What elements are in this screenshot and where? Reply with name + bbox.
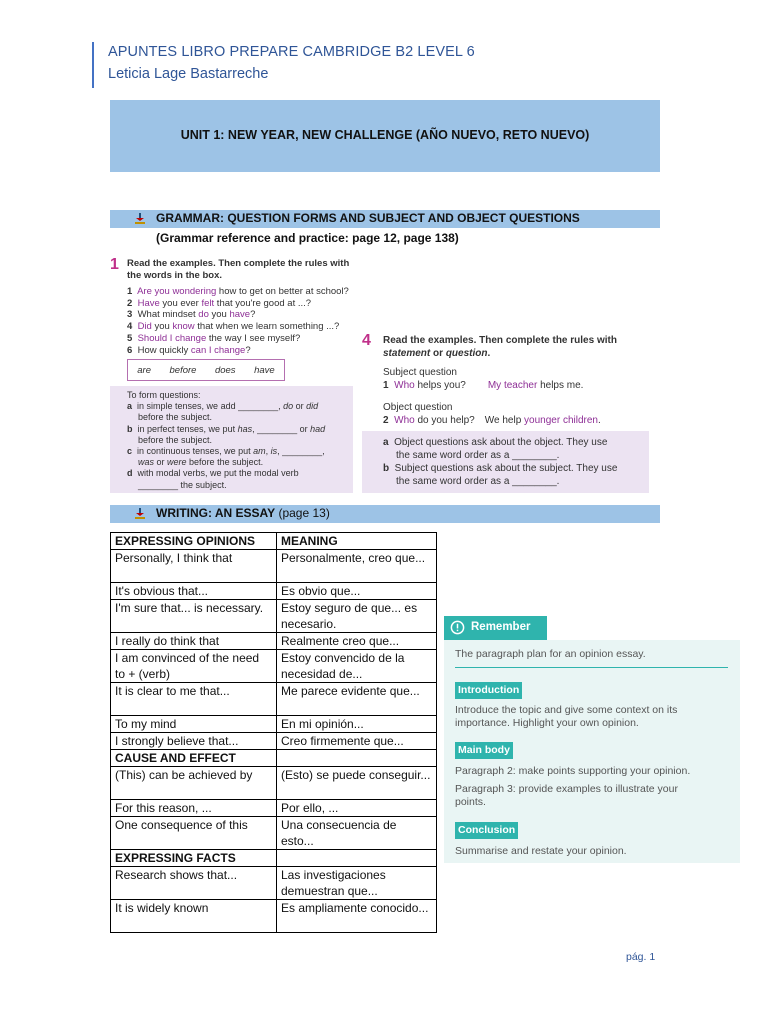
conclusion-text: Summarise and restate your opinion. — [455, 845, 627, 857]
example-item: 6 How quickly can I change? — [127, 344, 251, 356]
table-row: Personally, I think that Personalmente, creo que... — [111, 550, 437, 583]
remember-label: Remember — [471, 621, 531, 633]
exercise-4-instruction: Read the examples. Then complete the rules with statement or question. — [383, 335, 617, 359]
exercise-4-examples: Subject question 1 Who helps you? My teacher helps me. Object question 2 Who do you help? We help younger children. — [383, 367, 601, 426]
phrases-table — [110, 532, 437, 933]
word-box: are before does have — [127, 359, 285, 381]
exercise-4-number: 4 — [362, 332, 371, 349]
example-item: 2 Have you ever felt that you're good at ...? — [127, 297, 312, 309]
main-body-paragraph-2: Paragraph 2: make points supporting your opinion. — [455, 765, 691, 777]
main-body-badge: Main body — [455, 742, 513, 759]
table-row: For this reason, ... Por ello, ... — [111, 800, 437, 817]
page-number: pág. 1 — [626, 951, 656, 963]
writing-heading: WRITING: AN ESSAY (page 13) — [156, 506, 330, 520]
bullet-arrow-icon — [133, 212, 147, 226]
header-accent-bar — [92, 42, 94, 88]
unit-title: UNIT 1: NEW YEAR, NEW CHALLENGE (AÑO NUEVO, RETO NUEVO) — [180, 128, 590, 142]
table-row: It's obvious that... Es obvio que... — [111, 583, 437, 600]
introduction-badge: Introduction — [455, 682, 522, 699]
rule-item: c in continuous tenses, we put am, is, ________, — [127, 446, 325, 457]
exercise-1-number: 1 — [110, 256, 119, 273]
remember-intro: The paragraph plan for an opinion essay. — [455, 648, 646, 660]
introduction-text: Introduce the topic and give some context on its importance. Highlight your own opinion. — [455, 704, 678, 729]
exercise-1-instruction: Read the examples. Then complete the rules with the words in the box. — [127, 258, 350, 281]
table-row: CAUSE AND EFFECT — [111, 750, 437, 767]
table-row: EXPRESSING OPINIONS MEANING — [111, 533, 437, 550]
example-item: 1 Are you wondering how to get on better at school? — [127, 286, 349, 297]
rule-item: b in perfect tenses, we put has, ________ or had — [127, 423, 326, 434]
rules-list-1: To form questions: a in simple tenses, we add ________, do or did before the subject. b in perfect tenses, we put has, ________ or had before the subject. c in continuous tenses, we put am, is, ________, was or were before the subject. d with modal verbs, we put the modal verb ________ the subject. — [127, 390, 349, 491]
example-item: 5 Should I change the way I see myself? — [127, 332, 301, 344]
table-row: I strongly believe that... Creo firmemente que... — [111, 733, 437, 750]
example-item: 3 What mindset do you have? — [127, 309, 256, 321]
rule-item: b Subject questions ask about the subject. They use — [383, 463, 618, 474]
table-row: I'm sure that... is necessary. Estoy seguro de que... es necesario. — [111, 600, 437, 633]
example-item: 4 Did you know that when we learn something ...? — [127, 321, 340, 333]
rule-item: a Object questions ask about the object. They use — [383, 437, 608, 448]
grammar-heading: GRAMMAR: QUESTION FORMS AND SUBJECT AND OBJECT QUESTIONS — [156, 211, 580, 225]
document-title: APUNTES LIBRO PREPARE CAMBRIDGE B2 LEVEL 6 — [108, 44, 475, 60]
table-row: (This) can be achieved by (Esto) se puede conseguir... — [111, 767, 437, 800]
rule-item: a in simple tenses, we add ________, do or did — [127, 401, 319, 412]
table-row: It is widely known Es ampliamente conocido... — [111, 900, 437, 933]
document-author: Leticia Lage Bastarreche — [108, 66, 269, 82]
conclusion-badge: Conclusion — [455, 822, 518, 839]
info-icon — [450, 620, 465, 635]
table-row: It is clear to me that... Me parece evidente que... — [111, 683, 437, 716]
rules-list-4: a Object questions ask about the object. They use the same word order as a ________. b Subject questions ask about the subject. They use the same word order as a ________. — [383, 437, 618, 487]
grammar-reference: (Grammar reference and practice: page 12, page 138) — [156, 231, 459, 245]
table-row: To my mind En mi opinión... — [111, 716, 437, 733]
table-row: EXPRESSING FACTS — [111, 850, 437, 867]
table-row: I am convinced of the need to + (verb) Estoy convencido de la necesidad de... — [111, 650, 437, 683]
exercise-1-examples — [127, 286, 349, 356]
rule-item: d with modal verbs, we put the modal verb — [127, 468, 299, 479]
table-row: Research shows that... Las investigaciones demuestran que... — [111, 867, 437, 900]
table-row: I really do think that Realmente creo que... — [111, 633, 437, 650]
main-body-paragraph-3: Paragraph 3: provide examples to illustrate your points. — [455, 783, 678, 808]
remember-divider — [455, 667, 728, 668]
table-row: One consequence of this Una consecuencia de esto... — [111, 817, 437, 850]
bullet-arrow-icon — [133, 507, 147, 521]
